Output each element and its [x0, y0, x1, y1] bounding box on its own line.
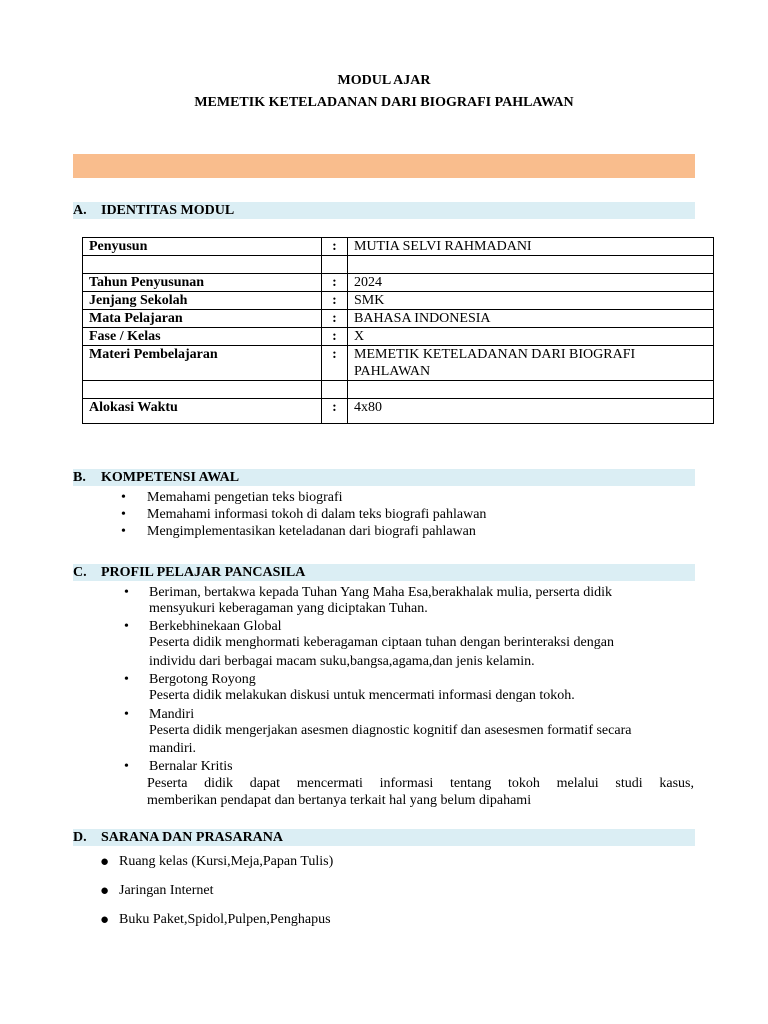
bullet-icon: • [121, 490, 126, 505]
bullet-icon: • [124, 619, 129, 634]
list-item-text: mensyukuri keberagaman yang diciptakan Tuhan. [149, 601, 428, 616]
table-row [83, 328, 714, 346]
list-item-title: Mandiri [149, 707, 195, 722]
list-item-title: Bergotong Royong [149, 672, 256, 687]
identity-key: Jenjang Sekolah [83, 292, 322, 310]
identity-table [82, 237, 714, 424]
identity-colon: : [322, 292, 348, 310]
bullet-icon: • [124, 585, 129, 600]
list-item-text: Mengimplementasikan keteladanan dari biografi pahlawan [147, 524, 476, 539]
list-item-text: Jaringan Internet [119, 883, 214, 898]
bullet-icon: • [121, 507, 126, 522]
table-row [83, 310, 714, 328]
list-item-text: Memahami informasi tokoh di dalam teks biografi pahlawan [147, 507, 487, 522]
section-title: KOMPETENSI AWAL [101, 470, 240, 485]
section-letter: A. [73, 203, 87, 218]
identity-colon: : [322, 238, 348, 256]
identity-key: Alokasi Waktu [83, 399, 322, 424]
identity-colon: : [322, 399, 348, 424]
list-item-text: Peserta didik dapat mencermati informasi tentang tokoh melalui studi kasus, [147, 776, 694, 791]
section-title: SARANA DAN PRASARANA [101, 830, 284, 845]
identity-key: Materi Pembelajaran [83, 346, 322, 381]
list-item-title: Berkebhinekaan Global [149, 619, 282, 634]
section-title: PROFIL PELAJAR PANCASILA [101, 565, 306, 580]
table-row-blank [83, 381, 714, 399]
section-letter: D. [73, 830, 87, 845]
table-row [83, 292, 714, 310]
section-d-heading [73, 829, 695, 846]
list-item-text: individu dari berbagai macam suku,bangsa,agama,dan jenis kelamin. [149, 654, 535, 669]
bullet-icon: • [124, 672, 129, 687]
bullet-icon: ● [100, 854, 110, 870]
orange-divider-bar [73, 154, 695, 178]
document-title: MODUL AJAR [337, 73, 431, 88]
document-subtitle: MEMETIK KETELADANAN DARI BIOGRAFI PAHLAWAN [194, 95, 574, 110]
identity-key: Fase / Kelas [83, 328, 322, 346]
list-item-text: Ruang kelas (Kursi,Meja,Papan Tulis) [119, 854, 334, 869]
identity-value: 2024 [348, 274, 714, 292]
identity-value: BAHASA INDONESIA [348, 310, 714, 328]
bullet-icon: ● [100, 912, 110, 928]
section-title: IDENTITAS MODUL [101, 203, 235, 218]
identity-key: Penyusun [83, 238, 322, 256]
section-c-heading [73, 564, 695, 581]
table-row-blank [83, 256, 714, 274]
section-b-heading [73, 469, 695, 486]
identity-value: MEMETIK KETELADANAN DARI BIOGRAFI PAHLAWAN [348, 346, 714, 381]
table-row [83, 399, 714, 424]
list-item-text: Peserta didik melakukan diskusi untuk mencermati informasi dengan tokoh. [149, 688, 575, 703]
list-item-text: mandiri. [149, 741, 197, 756]
table-row [83, 238, 714, 256]
list-item-text: Peserta didik mengerjakan asesmen diagnostic kognitif dan asesesmen formatif secara [149, 723, 632, 738]
identity-value: X [348, 328, 714, 346]
list-item-text: memberikan pendapat dan bertanya terkait hal yang belum dipahami [147, 793, 532, 808]
list-item-text: Memahami pengetian teks biografi [147, 490, 343, 505]
table-row [83, 274, 714, 292]
identity-colon: : [322, 346, 348, 381]
identity-value: MUTIA SELVI RAHMADANI [348, 238, 714, 256]
bullet-icon: • [124, 759, 129, 774]
list-item-text: Buku Paket,Spidol,Pulpen,Penghapus [119, 912, 331, 927]
bullet-icon: ● [100, 883, 110, 899]
list-item-text: Peserta didik menghormati keberagaman ciptaan tuhan dengan berinteraksi dengan [149, 635, 614, 650]
list-item-text: Beriman, bertakwa kepada Tuhan Yang Maha Esa,berakhalak mulia, perserta didik [149, 585, 613, 600]
identity-colon: : [322, 274, 348, 292]
identity-value: SMK [348, 292, 714, 310]
identity-value: 4x80 [348, 399, 714, 424]
identity-colon: : [322, 328, 348, 346]
bullet-icon: • [121, 524, 126, 539]
section-letter: C. [73, 565, 87, 580]
identity-key: Mata Pelajaran [83, 310, 322, 328]
table-row [83, 346, 714, 381]
identity-colon: : [322, 310, 348, 328]
section-letter: B. [73, 470, 86, 485]
section-a-heading [73, 202, 695, 219]
bullet-icon: • [124, 707, 129, 722]
identity-key: Tahun Penyusunan [83, 274, 322, 292]
list-item-title: Bernalar Kritis [149, 759, 233, 774]
